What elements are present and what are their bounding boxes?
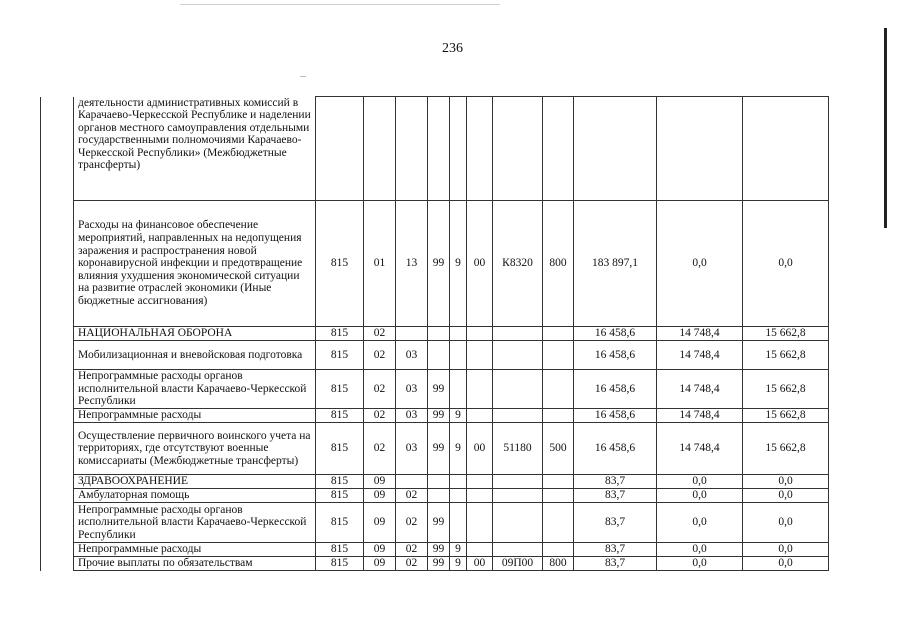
amount-cell: 16 458,6 [574, 423, 657, 475]
table-row [41, 409, 829, 423]
code-cell: 815 [316, 475, 364, 489]
code-cell [450, 475, 467, 489]
table-row [41, 201, 829, 327]
code-cell [364, 97, 396, 201]
code-cell [467, 327, 493, 341]
code-cell: 99 [428, 423, 450, 475]
table-row [41, 370, 829, 409]
amount-cell: 15 662,8 [743, 327, 829, 341]
amount-cell: 16 458,6 [574, 409, 657, 423]
amount-cell: 0,0 [743, 475, 829, 489]
code-cell [493, 97, 543, 201]
code-cell: 03 [396, 341, 428, 370]
code-cell: 99 [428, 543, 450, 557]
code-cell: 00 [467, 423, 493, 475]
row-name-cell: Амбулаторная помощь [74, 489, 316, 503]
amount-cell: 0,0 [657, 543, 743, 557]
code-cell [543, 489, 574, 503]
table-row [41, 489, 829, 503]
code-cell [543, 475, 574, 489]
code-cell: 02 [396, 543, 428, 557]
table-body [41, 97, 829, 571]
code-cell [450, 341, 467, 370]
amount-cell: 16 458,6 [574, 370, 657, 409]
amount-cell: 83,7 [574, 557, 657, 571]
table-row [41, 475, 829, 489]
code-cell: 00 [467, 557, 493, 571]
table-row [41, 327, 829, 341]
code-cell: 09П00 [493, 557, 543, 571]
amount-cell: 14 748,4 [657, 409, 743, 423]
code-cell [428, 489, 450, 503]
code-cell [543, 409, 574, 423]
amount-cell: 0,0 [657, 489, 743, 503]
amount-cell: 83,7 [574, 489, 657, 503]
code-cell [493, 370, 543, 409]
code-cell: 800 [543, 557, 574, 571]
amount-cell: 0,0 [743, 503, 829, 543]
code-cell: К8320 [493, 201, 543, 327]
table-row [41, 543, 829, 557]
code-cell: 03 [396, 370, 428, 409]
code-cell [467, 341, 493, 370]
code-cell [467, 489, 493, 503]
row-index-cell [41, 489, 74, 503]
code-cell [450, 97, 467, 201]
code-cell [493, 489, 543, 503]
table-row [41, 557, 829, 571]
code-cell: 02 [364, 327, 396, 341]
code-cell [428, 341, 450, 370]
table-row [41, 503, 829, 543]
code-cell: 01 [364, 201, 396, 327]
code-cell [493, 543, 543, 557]
code-cell: 9 [450, 557, 467, 571]
amount-cell: 0,0 [743, 557, 829, 571]
budget-table [40, 96, 829, 571]
row-index-cell [41, 503, 74, 543]
code-cell: 02 [364, 409, 396, 423]
code-cell: 09 [364, 503, 396, 543]
code-cell [316, 97, 364, 201]
code-cell [493, 409, 543, 423]
scan-artifact-line [180, 4, 500, 5]
code-cell [450, 327, 467, 341]
code-cell: 03 [396, 423, 428, 475]
row-name-cell: Прочие выплаты по обязательствам [74, 557, 316, 571]
code-cell [467, 543, 493, 557]
code-cell: 02 [364, 370, 396, 409]
row-index-cell [41, 475, 74, 489]
row-index-cell [41, 201, 74, 327]
amount-cell: 16 458,6 [574, 341, 657, 370]
code-cell [467, 97, 493, 201]
code-cell [493, 341, 543, 370]
amount-cell: 0,0 [657, 557, 743, 571]
row-index-cell [41, 423, 74, 475]
amount-cell [574, 97, 657, 201]
code-cell [493, 475, 543, 489]
table-row [41, 341, 829, 370]
table-row [41, 97, 829, 201]
code-cell [543, 327, 574, 341]
code-cell: 9 [450, 409, 467, 423]
code-cell: 815 [316, 370, 364, 409]
row-index-cell [41, 370, 74, 409]
amount-cell: 0,0 [743, 543, 829, 557]
code-cell: 815 [316, 341, 364, 370]
amount-cell: 14 748,4 [657, 370, 743, 409]
code-cell: 02 [364, 341, 396, 370]
table-row [41, 423, 829, 475]
code-cell: 02 [364, 423, 396, 475]
code-cell: 815 [316, 557, 364, 571]
code-cell [450, 370, 467, 409]
amount-cell: 15 662,8 [743, 370, 829, 409]
code-cell [450, 503, 467, 543]
amount-cell [743, 97, 829, 201]
code-cell [543, 503, 574, 543]
code-cell [467, 409, 493, 423]
row-name-cell: Непрограммные расходы органов исполнительной власти Карачаево-Черкесской Республики [74, 370, 316, 409]
code-cell: 815 [316, 327, 364, 341]
amount-cell [657, 97, 743, 201]
row-index-cell [41, 97, 74, 201]
code-cell: 00 [467, 201, 493, 327]
code-cell: 13 [396, 201, 428, 327]
code-cell [543, 97, 574, 201]
code-cell: 09 [364, 557, 396, 571]
amount-cell: 83,7 [574, 543, 657, 557]
row-name-cell: Непрограммные расходы [74, 409, 316, 423]
amount-cell: 0,0 [743, 201, 829, 327]
amount-cell: 183 897,1 [574, 201, 657, 327]
code-cell [543, 543, 574, 557]
row-index-cell [41, 543, 74, 557]
page-number: 236 [442, 41, 463, 56]
code-cell: 99 [428, 370, 450, 409]
code-cell: 99 [428, 201, 450, 327]
code-cell: 03 [396, 409, 428, 423]
amount-cell: 15 662,8 [743, 423, 829, 475]
code-cell [467, 475, 493, 489]
code-cell [543, 341, 574, 370]
code-cell: 9 [450, 201, 467, 327]
code-cell: 09 [364, 543, 396, 557]
row-index-cell [41, 557, 74, 571]
scan-artifact-dot [300, 76, 306, 77]
row-index-cell [41, 409, 74, 423]
code-cell: 815 [316, 409, 364, 423]
code-cell [467, 370, 493, 409]
code-cell: 02 [396, 489, 428, 503]
amount-cell: 83,7 [574, 475, 657, 489]
code-cell: 51180 [493, 423, 543, 475]
amount-cell: 15 662,8 [743, 341, 829, 370]
code-cell: 02 [396, 557, 428, 571]
code-cell [450, 489, 467, 503]
amount-cell: 14 748,4 [657, 341, 743, 370]
amount-cell: 14 748,4 [657, 327, 743, 341]
row-name-cell: Расходы на финансовое обеспечение мероприятий, направленных на недопущения заражения и распространения новой коронавирусной инфекции и предотвращение влияния ухудшения экономической ситуации на развитие отраслей экономики (Иные бюджетные ассигнования) [74, 201, 316, 327]
row-name-cell: ЗДРАВООХРАНЕНИЕ [74, 475, 316, 489]
amount-cell: 14 748,4 [657, 423, 743, 475]
row-name-cell: Осуществление первичного воинского учета на территориях, где отсутствуют военные комиссариаты (Межбюджетные трансферты) [74, 423, 316, 475]
amount-cell: 83,7 [574, 503, 657, 543]
code-cell [493, 503, 543, 543]
code-cell: 815 [316, 201, 364, 327]
code-cell: 815 [316, 489, 364, 503]
amount-cell: 0,0 [743, 489, 829, 503]
code-cell [428, 475, 450, 489]
code-cell [493, 327, 543, 341]
code-cell: 815 [316, 423, 364, 475]
row-name-cell: Непрограммные расходы [74, 543, 316, 557]
row-name-cell: Непрограммные расходы органов исполнительной власти Карачаево-Черкесской Республики [74, 503, 316, 543]
code-cell: 99 [428, 503, 450, 543]
row-name-cell: НАЦИОНАЛЬНАЯ ОБОРОНА [74, 327, 316, 341]
code-cell: 815 [316, 503, 364, 543]
amount-cell: 0,0 [657, 201, 743, 327]
code-cell: 09 [364, 489, 396, 503]
code-cell: 99 [428, 557, 450, 571]
code-cell: 99 [428, 409, 450, 423]
code-cell [396, 327, 428, 341]
amount-cell: 0,0 [657, 475, 743, 489]
scan-edge-mark [884, 28, 887, 228]
code-cell: 02 [396, 503, 428, 543]
code-cell: 500 [543, 423, 574, 475]
code-cell [396, 97, 428, 201]
code-cell: 815 [316, 543, 364, 557]
code-cell [543, 370, 574, 409]
amount-cell: 15 662,8 [743, 409, 829, 423]
code-cell: 9 [450, 423, 467, 475]
code-cell: 9 [450, 543, 467, 557]
code-cell: 800 [543, 201, 574, 327]
code-cell [428, 97, 450, 201]
code-cell [428, 327, 450, 341]
row-index-cell [41, 341, 74, 370]
row-index-cell [41, 327, 74, 341]
amount-cell: 16 458,6 [574, 327, 657, 341]
amount-cell: 0,0 [657, 503, 743, 543]
code-cell: 09 [364, 475, 396, 489]
code-cell [396, 475, 428, 489]
row-name-cell: деятельности административных комиссий в Карачаево-Черкесской Республике и наделении органов местного самоуправления отдельными государственными полномочиями Карачаево-Черкесской Республики» (Межбюджетные трансферты) [74, 97, 316, 201]
code-cell [467, 503, 493, 543]
row-name-cell: Мобилизационная и вневойсковая подготовка [74, 341, 316, 370]
